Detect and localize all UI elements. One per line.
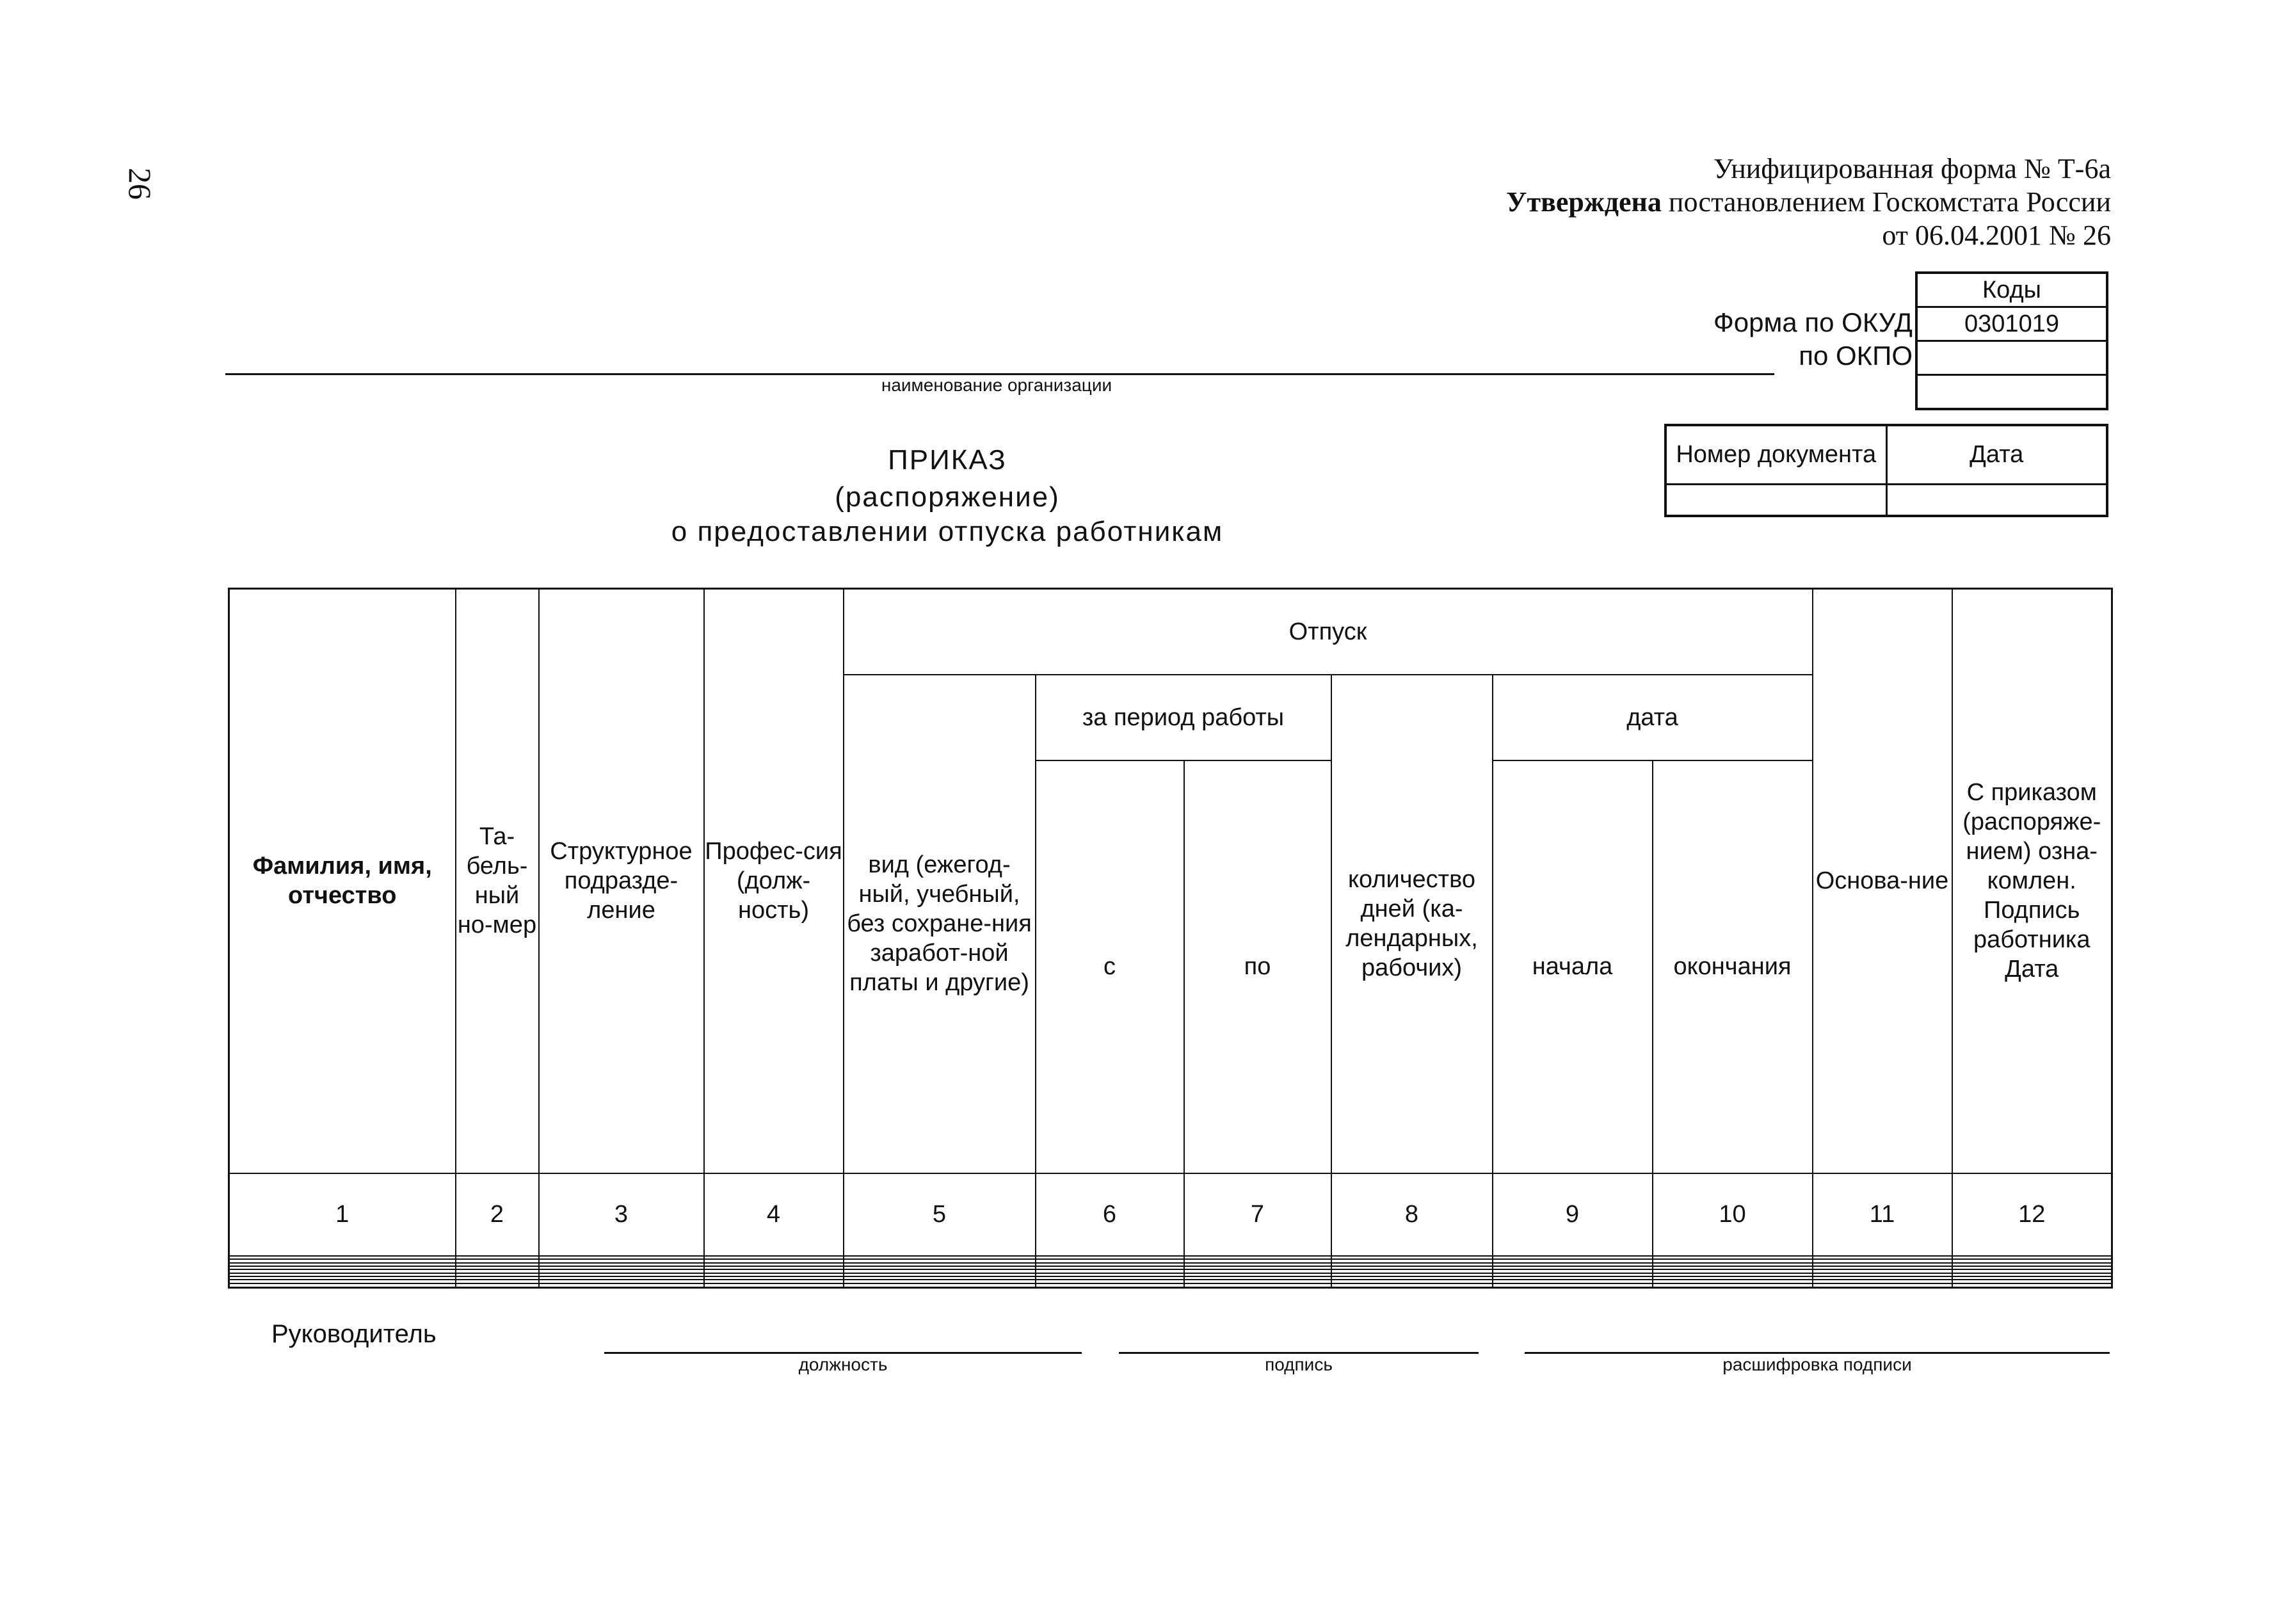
column-number: 3 bbox=[539, 1173, 704, 1256]
table-cell[interactable] bbox=[1653, 1283, 1813, 1288]
document-number-table bbox=[1664, 424, 2108, 517]
document-date-field[interactable] bbox=[1886, 484, 2107, 516]
header-personnel-number: Та-бель-ный но-мер bbox=[456, 589, 539, 1173]
order-subtitle: (распоряжение) bbox=[835, 481, 1060, 513]
table-cell[interactable] bbox=[1184, 1283, 1331, 1288]
document-number-header: Номер документа bbox=[1665, 425, 1886, 484]
codes-table bbox=[1915, 271, 2108, 410]
table-cell[interactable] bbox=[1813, 1283, 1952, 1288]
header-vacation: Отпуск bbox=[844, 589, 1813, 675]
header-basis: Основа-ние bbox=[1813, 589, 1952, 1173]
column-number: 11 bbox=[1813, 1173, 1952, 1256]
document-date-header: Дата bbox=[1886, 425, 2107, 484]
okpo-value[interactable] bbox=[1916, 341, 2107, 375]
position-field[interactable] bbox=[604, 1352, 1082, 1354]
header-department: Структурное подразде-ление bbox=[539, 589, 704, 1173]
column-number: 6 bbox=[1036, 1173, 1184, 1256]
table-body bbox=[229, 1256, 2112, 1288]
header-acknowledgement: С приказом (распоряже-нием) озна-комлен. Подпись работника Дата bbox=[1952, 589, 2112, 1173]
okud-label: Форма по ОКУД bbox=[1713, 307, 1913, 337]
signature-field[interactable] bbox=[1119, 1352, 1479, 1354]
header-position: Профес-сия (долж-ность) bbox=[704, 589, 844, 1173]
signature-caption: подпись bbox=[1265, 1355, 1333, 1374]
table-cell[interactable] bbox=[229, 1283, 456, 1288]
order-title: ПРИКАЗ bbox=[888, 444, 1007, 476]
column-number: 1 bbox=[229, 1173, 456, 1256]
approval-rest: постановлением Госкомстата России bbox=[1661, 186, 2111, 218]
decode-caption: расшифровка подписи bbox=[1722, 1355, 1912, 1374]
organization-caption: наименование организации bbox=[881, 375, 1112, 395]
approval-line bbox=[1506, 186, 2111, 219]
codes-empty-cell[interactable] bbox=[1916, 375, 2107, 410]
column-number: 5 bbox=[844, 1173, 1036, 1256]
vacation-table bbox=[228, 588, 2113, 1289]
header-date-end: окончания bbox=[1653, 760, 1813, 1173]
form-code-line: Унифицированная форма № Т-6а bbox=[1713, 153, 2111, 184]
okud-value: 0301019 bbox=[1916, 307, 2107, 341]
order-description: о предоставлении отпуска работникам bbox=[671, 516, 1224, 547]
decode-field[interactable] bbox=[1525, 1352, 2110, 1354]
table-cell[interactable] bbox=[539, 1283, 704, 1288]
table-cell[interactable] bbox=[844, 1283, 1036, 1288]
header-date-start: начала bbox=[1493, 760, 1653, 1173]
table-cell[interactable] bbox=[1952, 1283, 2112, 1288]
column-number: 10 bbox=[1653, 1173, 1813, 1256]
table-cell[interactable] bbox=[1493, 1283, 1653, 1288]
table-cell[interactable] bbox=[1036, 1283, 1184, 1288]
header-full-name: Фамилия, имя, отчество bbox=[229, 589, 456, 1173]
table-cell[interactable] bbox=[1331, 1283, 1493, 1288]
column-number: 12 bbox=[1952, 1173, 2112, 1256]
column-number: 7 bbox=[1184, 1173, 1331, 1256]
column-number: 2 bbox=[456, 1173, 539, 1256]
table-cell[interactable] bbox=[456, 1283, 539, 1288]
okpo-label: по ОКПО bbox=[1799, 341, 1913, 371]
codes-title: Коды bbox=[1916, 273, 2107, 307]
signature-label: Руководитель bbox=[271, 1320, 437, 1348]
position-caption: должность bbox=[798, 1355, 888, 1374]
column-number: 4 bbox=[704, 1173, 844, 1256]
table-row bbox=[229, 1283, 2112, 1288]
header-vacation-type: вид (ежегод-ный, учебный, без сохране-ния заработ-ной платы и другие) bbox=[844, 675, 1036, 1173]
approval-date-line: от 06.04.2001 № 26 bbox=[1882, 220, 2111, 251]
page-number: 26 bbox=[122, 168, 158, 200]
header-days-count: количество дней (ка-лендарных, рабочих) bbox=[1331, 675, 1493, 1173]
column-number: 8 bbox=[1331, 1173, 1493, 1256]
approval-bold: Утверждена bbox=[1506, 186, 1662, 218]
column-numbers-row bbox=[229, 1173, 2112, 1256]
header-date: дата bbox=[1493, 675, 1813, 760]
header-period-to: по bbox=[1184, 760, 1331, 1173]
column-number: 9 bbox=[1493, 1173, 1653, 1256]
table-cell[interactable] bbox=[704, 1283, 844, 1288]
header-period-from: с bbox=[1036, 760, 1184, 1173]
document-number-field[interactable] bbox=[1665, 484, 1886, 516]
header-work-period: за период работы bbox=[1036, 675, 1331, 760]
